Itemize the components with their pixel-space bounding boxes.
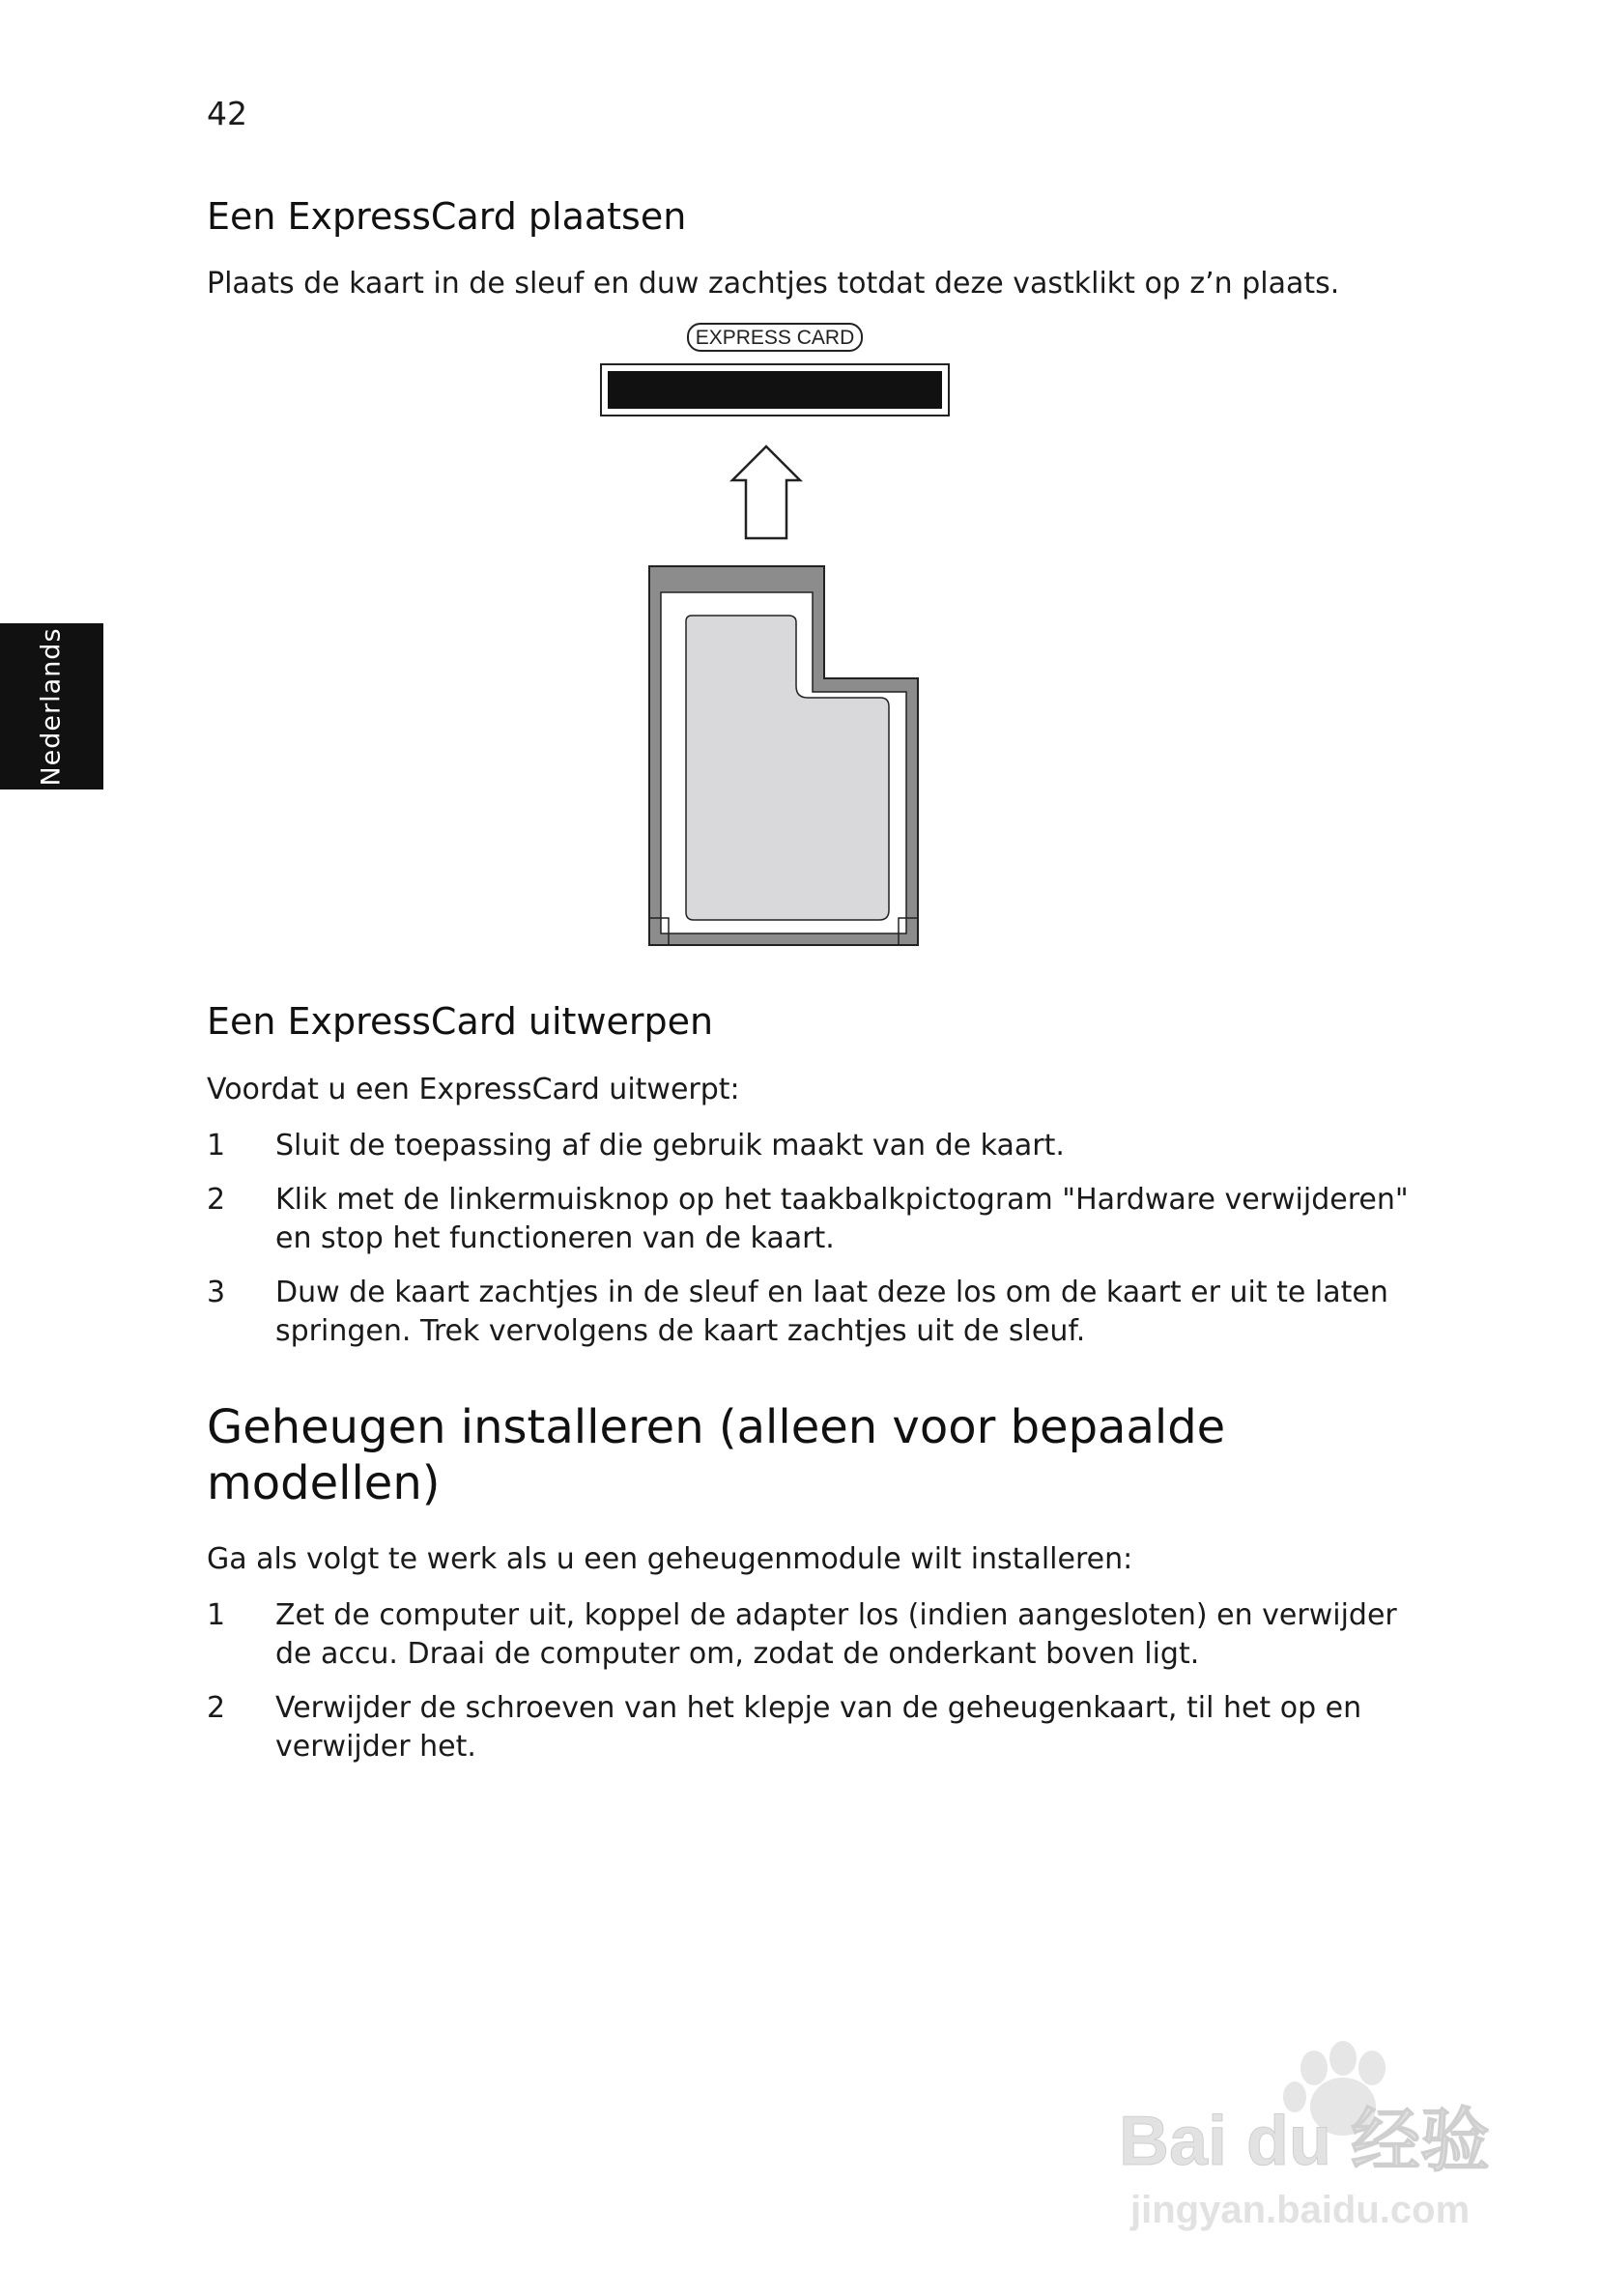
list-number: 2 <box>207 1691 226 1725</box>
language-tab <box>0 623 103 789</box>
list-item <box>207 1689 1414 1766</box>
list-item <box>207 1596 1414 1674</box>
list-number: 1 <box>207 1598 226 1632</box>
list-text: Verwijder de schroeven van het klepje van de geheugenkaart, til het op en verwijder het. <box>275 1691 1362 1764</box>
list-item <box>207 1274 1414 1351</box>
list-text: Duw de kaart zachtjes in de sleuf en laat deze los om de kaart er uit te laten springen. Trek vervolgens de kaart zachtjes uit de sleuf. <box>275 1276 1388 1348</box>
section-heading-eject: Een ExpressCard uitwerpen <box>207 1000 714 1043</box>
watermark-url: jingyan.baidu.com <box>1130 2189 1471 2231</box>
language-tab-label: Nederlands <box>37 626 67 787</box>
list-item <box>207 1181 1414 1258</box>
list-number: 2 <box>207 1183 226 1217</box>
watermark-brand: Bai du 经验 <box>1119 2103 1491 2180</box>
card-slot <box>608 371 942 409</box>
list-text: Zet de computer uit, koppel de adapter los (indien aangesloten) en verwijder de accu. Draai de computer om, zodat de onderkant boven ligt. <box>275 1598 1397 1671</box>
expresscard-insert-figure <box>599 321 957 949</box>
slot-label: EXPRESS CARD <box>695 327 855 349</box>
list-text: Sluit de toepassing af die gebruik maakt van de kaart. <box>275 1129 1065 1162</box>
list-item <box>207 1127 1414 1165</box>
insert-arrow-icon <box>732 446 800 538</box>
section-heading-insert: Een ExpressCard plaatsen <box>207 195 687 238</box>
card-label-area <box>686 616 889 920</box>
page-number: 42 <box>207 95 247 132</box>
insert-instruction: Plaats de kaart in de sleuf en duw zachtjes totdat deze vastklikt op z’n plaats. <box>207 267 1340 301</box>
eject-intro: Voordat u een ExpressCard uitwerpt: <box>207 1073 740 1106</box>
list-number: 3 <box>207 1276 226 1309</box>
baidu-watermark <box>1111 2029 1517 2242</box>
list-number: 1 <box>207 1129 226 1162</box>
memory-intro: Ga als volgt te werk als u een geheugenmodule wilt installeren: <box>207 1542 1133 1576</box>
section-heading-memory: Geheugen installeren (alleen voor bepaalde modellen) <box>207 1400 1226 1510</box>
list-text: Klik met de linkermuisknop op het taakbalkpictogram "Hardware verwijderen" en stop het functioneren van de kaart. <box>275 1183 1409 1255</box>
